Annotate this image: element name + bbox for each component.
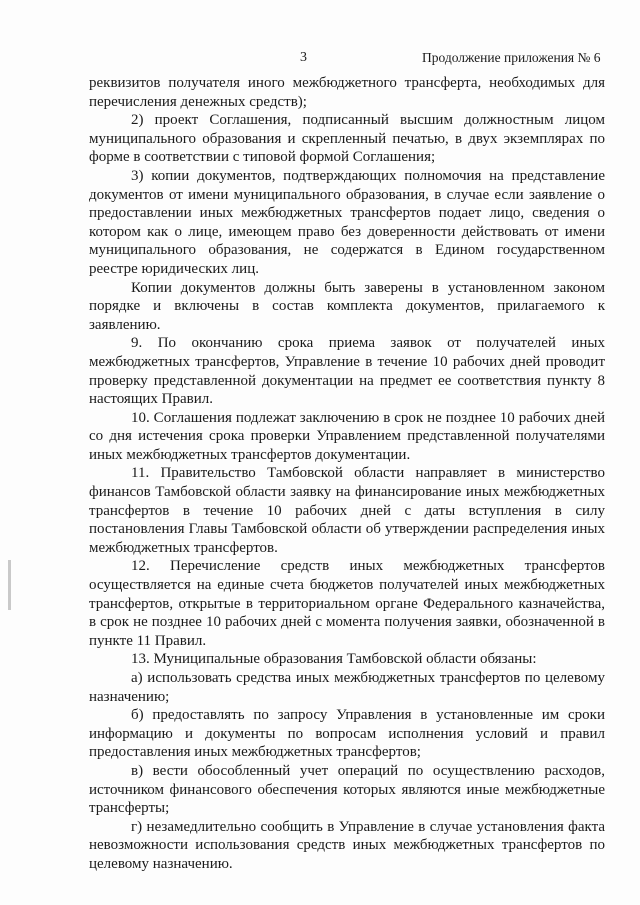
paragraph-item-3-document-copies: 3) копии документов, подтверждающих полномочия на представление документов от имени муниципального образования, в случае если заявление о предоставлении иных межбюджетных трансфертов подает лицо, сведения о котором как о лице, имеющем право без доверенности действовать от имени муниципального образования, не содержатся в Едином государственном реестре юридических лиц. xyxy=(89,167,605,277)
paragraph-clause-12: 12. Перечисление средств иных межбюджетных трансфертов осуществляется на единые счета бюджетов получателей иных межбюджетных трансфертов, открытые в территориальном органе Федерального казначейства, в срок не позднее 10 рабочих дней с момента получения заявки, обозначенной в пункте 11 Правил. xyxy=(89,558,605,649)
document-body xyxy=(89,74,605,874)
paragraph-clause-13-v: в) вести обособленный учет операций по осуществлению расходов, источником финансового обеспечения которых являются иные межбюджетные трансферты; xyxy=(89,762,605,817)
paragraph-clause-13-b: б) предоставлять по запросу Управления в установленные им сроки информацию и документы по вопросам исполнения условий и правил предоставления иных межбюджетных трансфертов; xyxy=(89,707,605,761)
paragraph-item-2-agreement-draft: 2) проект Соглашения, подписанный высшим должностным лицом муниципального образования и скрепленный печатью, в двух экземплярах по форме в соответствии с типовой формой Соглашения; xyxy=(89,112,605,166)
paragraph-copies-certification: Копии документов должны быть заверены в установленном законом порядке и включены в состав комплекта документов, прилагаемого к заявлению. xyxy=(89,279,605,333)
paragraph-clause-11: 11. Правительство Тамбовской области направляет в министерство финансов Тамбовской области заявку на финансирование иных межбюджетных трансфертов в течение 10 рабочих дней с даты вступления в силу постановления Главы Тамбовской области об утверждении распределения иных межбюджетных трансфертов. xyxy=(89,465,605,556)
paragraph-clause-13-a: а) использовать средства иных межбюджетных трансфертов по целевому назначению; xyxy=(89,670,605,705)
paragraph-clause-9: 9. По окончанию срока приема заявок от получателей иных межбюджетных трансфертов, Управление в течение 10 рабочих дней проводит проверку представленной документации на предмет ее соответствия пункту 8 настоящих Правил. xyxy=(89,335,605,408)
page-header xyxy=(0,50,640,70)
scan-margin-mark xyxy=(8,560,11,610)
page-number: 3 xyxy=(300,50,307,65)
appendix-continuation-note: Продолжение приложения № 6 xyxy=(422,50,601,65)
paragraph-clause-10: 10. Соглашения подлежат заключению в срок не позднее 10 рабочих дней со дня истечения срока проверки Управлением представленной получателями иных межбюджетных трансфертов документации. xyxy=(89,409,605,463)
paragraph-clause-13-g: г) незамедлительно сообщить в Управление в случае установления факта невозможности использования средств иных межбюджетных трансфертов по целевому назначению. xyxy=(89,818,605,872)
paragraph-requisites-continuation: реквизитов получателя иного межбюджетного трансферта, необходимых для перечисления денежных средств); xyxy=(89,75,605,110)
paragraph-clause-13: 13. Муниципальные образования Тамбовской области обязаны: xyxy=(131,651,537,668)
